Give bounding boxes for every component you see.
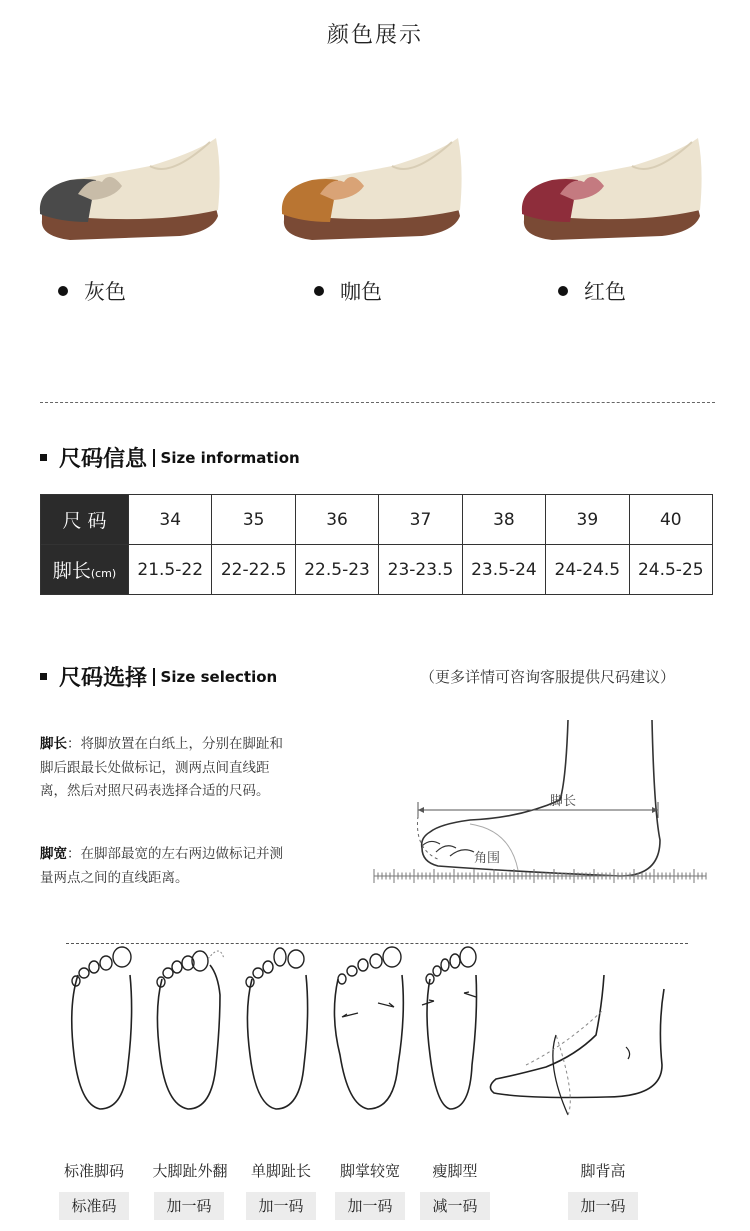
foot-type-advice: 标准码 — [59, 1192, 129, 1220]
square-bullet-icon — [40, 454, 47, 461]
table-cell: 40 — [629, 495, 712, 545]
table-cell: 36 — [295, 495, 378, 545]
size-advice-note: （更多详情可咨询客服提供尺码建议） — [420, 668, 676, 686]
foot-length-instructions: 脚长：将脚放置在白纸上，分别在脚趾和脚后跟最长处做标记，测两点间直线距离，然后对照尺码表选择合适的尺码。 — [40, 736, 283, 799]
color-option-gray[interactable] — [58, 276, 126, 306]
bullet-icon — [58, 286, 68, 296]
table-cell: 37 — [379, 495, 462, 545]
foot-type-label: 脚背高 — [580, 1162, 626, 1180]
foot-type-advice: 加一码 — [154, 1192, 224, 1220]
diagram-length-label: 脚长 — [550, 794, 577, 809]
table-cell: 23.5-24 — [462, 545, 545, 595]
table-cell: 23-23.5 — [379, 545, 462, 595]
size-table — [40, 494, 713, 595]
bullet-icon — [314, 286, 324, 296]
size-selection-heading — [40, 661, 277, 692]
foot-types-divider — [66, 943, 688, 944]
table-cell: 39 — [546, 495, 629, 545]
foot-measure-diagram — [370, 720, 710, 895]
shoe-image-coffee — [272, 128, 472, 248]
table-cell: 22-22.5 — [212, 545, 295, 595]
size-info-heading — [40, 442, 300, 473]
foot-type-advice: 加一码 — [246, 1192, 316, 1220]
foot-type-advice: 减一码 — [420, 1192, 490, 1220]
foot-type-label: 标准脚码 — [63, 1162, 124, 1180]
page-title: 颜色展示 — [326, 23, 423, 48]
color-option-coffee[interactable] — [314, 276, 382, 306]
color-label: 咖色 — [340, 280, 382, 304]
foot-type-advice: 加一码 — [568, 1192, 638, 1220]
separator — [153, 668, 155, 686]
size-info-title-cn: 尺码信息 — [59, 447, 148, 472]
foot-standard-icon — [60, 945, 140, 1115]
size-selection-title-cn: 尺码选择 — [59, 666, 148, 691]
foot-high-instep-icon — [486, 975, 676, 1125]
shoe-image-gray — [30, 128, 230, 248]
table-cell: 24-24.5 — [546, 545, 629, 595]
bullet-icon — [558, 286, 568, 296]
section-divider — [40, 402, 715, 403]
color-option-red[interactable] — [558, 276, 626, 306]
foot-width-instructions: 脚宽：在脚部最宽的左右两边做标记并测量两点之间的直线距离。 — [40, 846, 283, 886]
size-selection-title-en: Size selection — [160, 667, 278, 686]
square-bullet-icon — [40, 673, 47, 680]
row-header-foot-length: 脚长(cm) — [41, 545, 129, 595]
color-label: 红色 — [584, 280, 626, 304]
separator — [153, 449, 155, 467]
foot-long-toe-icon — [236, 945, 316, 1115]
size-info-title-en: Size information — [160, 448, 300, 467]
table-cell: 22.5-23 — [295, 545, 378, 595]
foot-bunion-icon — [148, 945, 228, 1115]
row-header-size: 尺 码 — [41, 495, 129, 545]
foot-type-label: 瘦脚型 — [432, 1162, 478, 1180]
foot-wide-icon — [328, 945, 408, 1115]
foot-type-advice: 加一码 — [335, 1192, 405, 1220]
table-cell: 34 — [129, 495, 212, 545]
table-cell: 38 — [462, 495, 545, 545]
shoe-image-red — [512, 128, 712, 248]
foot-type-label: 单脚趾长 — [250, 1162, 311, 1180]
diagram-angle-label: 角围 — [474, 851, 501, 866]
foot-narrow-icon — [416, 945, 486, 1115]
foot-type-label: 大脚趾外翻 — [152, 1162, 228, 1180]
table-row-foot-length — [41, 545, 713, 595]
table-cell: 24.5-25 — [629, 545, 712, 595]
table-row-size — [41, 495, 713, 545]
table-cell: 21.5-22 — [129, 545, 212, 595]
table-cell: 35 — [212, 495, 295, 545]
color-label: 灰色 — [84, 280, 126, 304]
foot-type-label: 脚掌较宽 — [339, 1162, 400, 1180]
